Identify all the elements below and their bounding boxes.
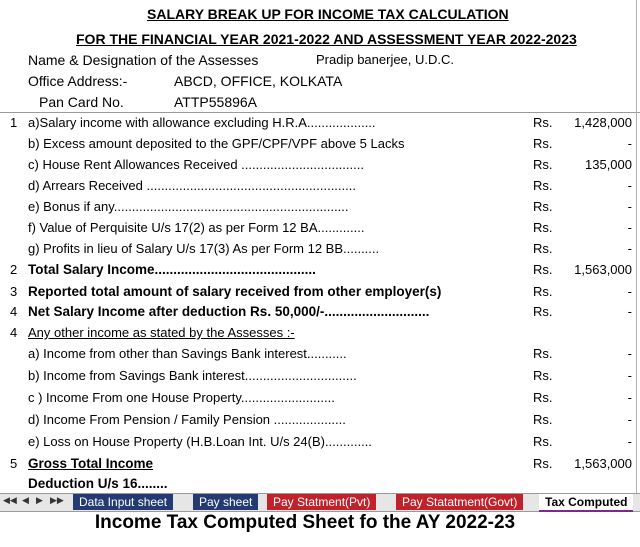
tab-data-input-sheet[interactable]: Data Input sheet	[73, 494, 173, 510]
row-description: Total Salary Income...........................................	[28, 262, 316, 277]
row-amount: -	[627, 220, 632, 235]
row-description: Any other income as stated by the Assesses :-	[28, 325, 295, 340]
row-amount: 1,563,000	[574, 262, 632, 277]
table-row[interactable]	[0, 218, 640, 239]
sheet-tab-bar	[0, 493, 640, 512]
table-row[interactable]	[0, 155, 640, 176]
table-row[interactable]	[0, 410, 640, 431]
table-row[interactable]	[0, 366, 640, 387]
row-amount: 1,563,000	[574, 456, 632, 471]
row-description: e) Bonus if any.................................................................	[28, 199, 349, 214]
office-value[interactable]: ABCD, OFFICE, KOLKATA	[174, 73, 343, 89]
row-amount: -	[627, 434, 632, 449]
currency-label: Rs.	[533, 178, 553, 193]
table-row[interactable]	[0, 323, 640, 344]
row-description: f) Value of Perquisite U/s 17(2) as per Form 12 BA.............	[28, 220, 365, 235]
table-row[interactable]	[0, 176, 640, 197]
row-description: e) Loss on House Property (H.B.Loan Int. U/s 24(B).............	[28, 434, 372, 449]
row-amount: -	[627, 241, 632, 256]
row-description: a)Salary income with allowance excluding H.R.A...................	[28, 115, 376, 130]
sheet-subtitle: FOR THE FINANCIAL YEAR 2021-2022 AND ASSESSMENT YEAR 2022-2023	[76, 31, 577, 47]
row-description: b) Income from Savings Bank interest...............................	[28, 368, 357, 383]
currency-label: Rs.	[533, 136, 553, 151]
tab-pay-sheet[interactable]: Pay sheet	[193, 494, 258, 510]
currency-label: Rs.	[533, 434, 553, 449]
table-row[interactable]	[0, 239, 640, 260]
currency-label: Rs.	[533, 241, 553, 256]
table-row[interactable]	[0, 388, 640, 409]
row-amount: -	[627, 199, 632, 214]
row-description: a) Income from other than Savings Bank interest...........	[28, 346, 347, 361]
table-row[interactable]	[0, 432, 640, 453]
table-row[interactable]	[0, 260, 640, 281]
currency-label: Rs.	[533, 390, 553, 405]
tab-pay-statment-pvt[interactable]: Pay Statment(Pvt)	[267, 494, 376, 510]
tab-pay-statatment-govt[interactable]: Pay Statatment(Govt)	[396, 494, 523, 510]
name-value[interactable]: Pradip banerjee, U.D.C.	[316, 52, 455, 67]
row-description: Net Salary Income after deduction Rs. 50,000/-............................	[28, 304, 430, 319]
currency-label: Rs.	[533, 456, 553, 471]
currency-label: Rs.	[533, 284, 553, 299]
currency-label: Rs.	[533, 368, 553, 383]
last-sheet-icon[interactable]: ▶▶	[50, 495, 64, 505]
table-row[interactable]	[0, 474, 640, 493]
row-amount: -	[627, 346, 632, 361]
row-number: 3	[10, 284, 18, 299]
row-amount: -	[627, 368, 632, 383]
row-amount: 135,000	[585, 157, 632, 172]
caption: Income Tax Computed Sheet fo the AY 2022-23	[94, 512, 516, 533]
row-amount: -	[627, 136, 632, 151]
office-label: Office Address:-	[28, 73, 128, 89]
currency-label: Rs.	[533, 199, 553, 214]
row-description: b) Excess amount deposited to the GPF/CPF/VPF above 5 Lacks	[28, 136, 405, 151]
currency-label: Rs.	[533, 262, 553, 277]
row-amount: -	[627, 304, 632, 319]
prev-sheet-icon[interactable]: ◀	[22, 495, 29, 505]
currency-label: Rs.	[533, 346, 553, 361]
row-number: 5	[10, 456, 18, 471]
pan-label: Pan Card No.	[39, 94, 124, 110]
table-row[interactable]	[0, 113, 640, 134]
row-number: 1	[10, 115, 18, 130]
currency-label: Rs.	[533, 304, 553, 319]
row-description: d) Arrears Received ..........................................................	[28, 178, 356, 193]
sheet-title: SALARY BREAK UP FOR INCOME TAX CALCULATION	[147, 6, 509, 22]
row-number: 2	[10, 262, 18, 277]
currency-label: Rs.	[533, 220, 553, 235]
row-amount: -	[627, 390, 632, 405]
row-description: g) Profits in lieu of Salary U/s 17(3) As per Form 12 BB..........	[28, 241, 380, 256]
row-number: 4	[10, 325, 18, 340]
first-sheet-icon[interactable]: ◀◀	[3, 495, 17, 505]
row-amount: -	[627, 412, 632, 427]
table-row[interactable]	[0, 302, 640, 323]
row-amount: 1,428,000	[574, 115, 632, 130]
row-number: 4	[10, 304, 18, 319]
currency-label: Rs.	[533, 412, 553, 427]
row-description: Gross Total Income	[28, 456, 154, 471]
table-row[interactable]	[0, 134, 640, 155]
table-row[interactable]	[0, 282, 640, 303]
name-label: Name & Designation of the Assesses	[28, 52, 259, 68]
row-description: Reported total amount of salary received from other employer(s)	[28, 284, 442, 299]
row-description: c ) Income From one House Property..........................	[28, 390, 335, 405]
row-description: c) House Rent Allowances Received ..................................	[28, 157, 364, 172]
next-sheet-icon[interactable]: ▶	[36, 495, 43, 505]
table-row[interactable]	[0, 454, 640, 475]
row-description: d) Income From Pension / Family Pension ....................	[28, 412, 346, 427]
pan-value[interactable]: ATTP55896A	[174, 94, 258, 110]
row-amount: -	[627, 284, 632, 299]
table-row[interactable]	[0, 197, 640, 218]
table-row[interactable]	[0, 344, 640, 365]
row-amount: -	[627, 178, 632, 193]
currency-label: Rs.	[533, 157, 553, 172]
currency-label: Rs.	[533, 115, 553, 130]
row-description: Deduction U/s 16........	[28, 476, 168, 491]
tab-tax-computed[interactable]: Tax Computed	[539, 494, 633, 512]
